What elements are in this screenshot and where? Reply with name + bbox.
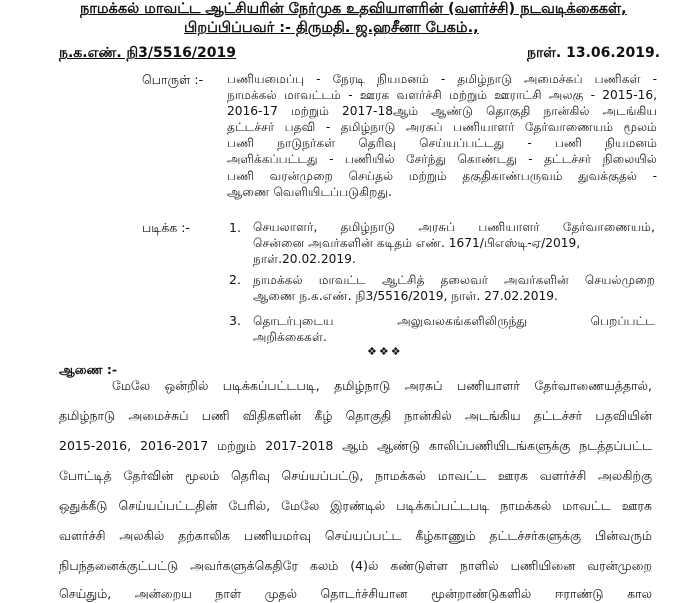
order-line: தமிழ்நாடு அமைச்சுப் பணி விதிகளின் கீழ் தொகுதி நான்கில் அடங்கிய தட்டச்சர் பதவியின் [59, 408, 652, 423]
order-line: செய்தும், அன்றைய நாள் முதல் தொடர்ச்சியான மூன்றாண்டுகளில் ஈராண்டு கால [59, 586, 652, 601]
office-title: நாமக்கல் மாவட்ட ஆட்சியரின் நேர்முக உதவியாளரின் (வளர்ச்சி) நடவடிக்கைகள், [80, 1, 627, 17]
subject-line: ஆணை வெளியிடப்படுகிறது. [227, 184, 392, 199]
subject-line: நாமக்கல் மாவட்டம் - ஊரக வளர்ச்சி மற்றும் ஊராட்சி அலகு - 2015-16, [227, 88, 657, 103]
subject-line: 2016-17 மற்றும் 2017-18ஆம் ஆண்டு தொகுதி நான்கில் அடங்கிய [227, 104, 657, 119]
reference-number: ந.க.எண். நி3/5516/2019 [59, 45, 236, 61]
read-item-number: 3. [229, 313, 241, 328]
read-item [253, 313, 655, 345]
order-line: ஒதுக்கீடு செய்யப்பட்டதின் பேரில், மேலே இரண்டில் படிக்கப்பட்டபடி நாமக்கல் மாவட்ட ஊரக [59, 498, 652, 513]
order-line: 2015-2016, 2016-2017 மற்றும் 2017-2018 ஆம் ஆண்டு காலிப்பணியிடங்களுக்கு நடத்தப்பட்ட [59, 438, 652, 453]
order-line: மேலே ஒன்றில் படிக்கப்பட்டபடி, தமிழ்நாடு அரசுப் பணியாளர் தேர்வாணையத்தால், [112, 378, 652, 393]
reference-date: நாள். 13.06.2019. [527, 45, 661, 61]
separator-ornament: ❖❖❖ [367, 345, 403, 358]
subject-line: அளிக்கப்பட்டது - பணியில் சேர்ந்து கொண்டது - தட்டச்சர் நிலையில் [227, 152, 657, 167]
order-label: ஆணை :- [59, 362, 118, 377]
read-label: படிக்க :- [142, 220, 190, 235]
read-item-line: நாள்.20.02.2019. [253, 252, 356, 266]
order-line: நிபந்தனைக்குட்பட்டு அவர்களுக்கெதிரே கலம் (4)ல் கண்டுள்ள நாளில் பணியினை வரன்முறை [59, 558, 652, 573]
issuer-line: பிறப்பிப்பவர் :- திருமதி. ஜ.ஹசீனா பேகம்., [184, 20, 479, 36]
order-line: போட்டித் தேர்வின் மூலம் தெரிவு செய்யப்பட்டு, நாமக்கல் மாவட்ட ஊரக வளர்ச்சி அலகிற்கு [59, 468, 652, 483]
order-line: வளர்ச்சி அலகில் தற்காலிக பணியமர்வு செய்யப்பட்ட கீழ்காணும் தட்டச்சர்களுக்கு பின்வரும் [59, 528, 652, 543]
read-item-line: ஆணை ந.க.எண். நி3/5516/2019, நாள். 27.02.2019. [253, 289, 558, 303]
subject-line: பணி நாடுநர்கள் தெரிவு செய்யப்பட்டது - பணி நியமனம் [227, 136, 657, 151]
read-item-line: தொடர்புடைய அலுவலகங்களிலிருந்து பெறப்பட்ட [253, 314, 655, 328]
subject-text [227, 71, 657, 200]
read-item-number: 2. [229, 272, 241, 287]
read-item-line: அறிக்கைகள். [253, 330, 327, 344]
read-item-line: நாமக்கல் மாவட்ட ஆட்சித் தலைவர் அவர்களின் செயல்முறை [253, 273, 655, 287]
subject-line: தட்டச்சர் பதவி - தமிழ்நாடு அரசுப் பணியாளர் தேர்வாணையம் மூலம் [227, 120, 657, 135]
read-item [253, 219, 655, 267]
subject-line: பணி வரன்முறை செய்தல் மற்றும் தகுதிகாண்பருவம் துவக்குதல் - [227, 168, 657, 183]
read-item [253, 272, 655, 304]
read-item-line: செயலாளர், தமிழ்நாடு அரசுப் பணியாளர் தேர்வாணையம், [253, 220, 655, 234]
subject-line: பணியமைப்பு - நேரடி நியமனம் - தமிழ்நாடு அமைச்சுப் பணிகள் - [227, 72, 657, 86]
read-item-line: சென்னை அவர்களின் கடிதம் எண். 1671/பிஎஸ்டி-ஏ/2019, [253, 236, 581, 250]
subject-label: பொருள் :- [142, 72, 204, 87]
read-item-number: 1. [229, 220, 241, 235]
